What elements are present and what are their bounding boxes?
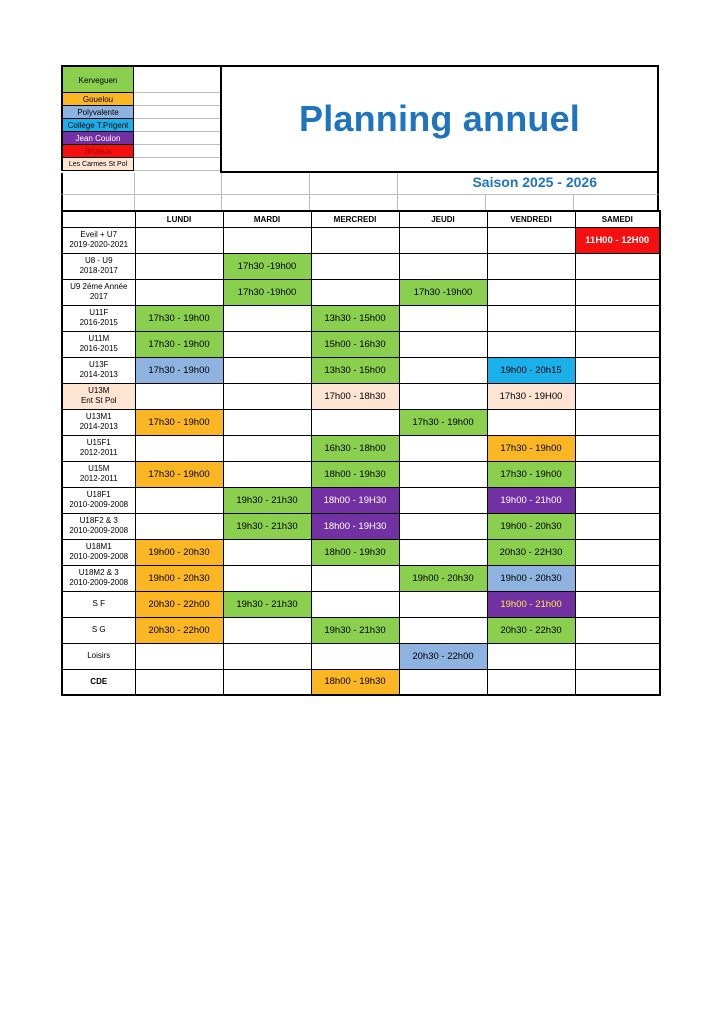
slot-cell <box>311 253 399 279</box>
day-header: LUNDI <box>135 211 223 227</box>
table-row <box>62 643 660 669</box>
slot-cell: 18h00 - 19H30 <box>311 513 399 539</box>
category-cell: U13M1 2014-2013 <box>62 409 135 435</box>
slot-cell <box>223 383 311 409</box>
slot-cell <box>311 409 399 435</box>
category-cell: U11F 2016-2015 <box>62 305 135 331</box>
slot-cell: 17h30 - 19h00 <box>487 461 575 487</box>
table-row <box>62 357 660 383</box>
table-row <box>62 435 660 461</box>
slot-cell <box>223 461 311 487</box>
slot-cell <box>223 435 311 461</box>
slot-cell: 20h30 - 22h00 <box>399 643 487 669</box>
table-row <box>62 331 660 357</box>
slot-cell: 15h00 - 16h30 <box>311 331 399 357</box>
slot-cell <box>311 227 399 253</box>
slot-cell: 19h00 - 20h30 <box>135 539 223 565</box>
slot-cell <box>399 487 487 513</box>
slot-cell <box>575 305 660 331</box>
slot-cell: 18h00 - 19H30 <box>311 487 399 513</box>
slot-cell: 19h00 - 20h30 <box>135 565 223 591</box>
slot-cell <box>223 669 311 695</box>
table-row <box>62 461 660 487</box>
slot-cell: 17h30 - 19h00 <box>487 435 575 461</box>
slot-cell <box>399 383 487 409</box>
slot-cell: 17h30 - 19h00 <box>135 305 223 331</box>
table-row <box>62 617 660 643</box>
slot-cell <box>135 643 223 669</box>
slot-cell: 20h30 - 22H30 <box>487 539 575 565</box>
category-cell: U8 - U9 2018-2017 <box>62 253 135 279</box>
category-cell: U15F1 2012-2011 <box>62 435 135 461</box>
category-cell: U13F 2014-2013 <box>62 357 135 383</box>
slot-cell: 13h30 - 15h00 <box>311 357 399 383</box>
slot-cell: 19h00 - 21h00 <box>487 487 575 513</box>
day-header-row <box>62 211 660 227</box>
slot-cell <box>223 617 311 643</box>
category-cell: CDE <box>62 669 135 695</box>
slot-cell <box>575 487 660 513</box>
slot-cell: 18h00 - 19h30 <box>311 669 399 695</box>
legend-item-jean-coulon: Jean Coulon <box>61 132 134 145</box>
slot-cell: 19h00 - 20h15 <box>487 357 575 383</box>
slot-cell <box>399 227 487 253</box>
slot-cell <box>575 331 660 357</box>
slot-cell <box>575 279 660 305</box>
table-row <box>62 279 660 305</box>
slot-cell <box>223 539 311 565</box>
category-cell: U18F2 & 3 2010-2009-2008 <box>62 513 135 539</box>
slot-cell <box>399 435 487 461</box>
slot-cell: 17h30 - 19h00 <box>135 409 223 435</box>
slot-cell: 17h30 - 19h00 <box>135 461 223 487</box>
category-cell: S G <box>62 617 135 643</box>
legend-item-college-prigent: Collège T.Prigent <box>61 119 134 132</box>
day-header: MERCREDI <box>311 211 399 227</box>
table-row <box>62 669 660 695</box>
slot-cell <box>487 643 575 669</box>
slot-cell <box>223 305 311 331</box>
category-cell: U15M 2012-2011 <box>62 461 135 487</box>
day-header: SAMEDI <box>575 211 660 227</box>
table-row <box>62 591 660 617</box>
legend-item-gouelou: Gouelou <box>61 93 134 106</box>
header-spacer <box>61 195 659 210</box>
slot-cell: 19h00 - 20h30 <box>487 513 575 539</box>
slot-cell <box>575 669 660 695</box>
slot-cell <box>399 357 487 383</box>
slot-cell <box>575 565 660 591</box>
day-header: JEUDI <box>399 211 487 227</box>
slot-cell <box>575 383 660 409</box>
table-row <box>62 487 660 513</box>
slot-cell: 17h30 - 19h00 <box>135 331 223 357</box>
slot-cell <box>575 253 660 279</box>
page-title: Planning annuel <box>298 98 580 139</box>
slot-cell <box>311 643 399 669</box>
table-row <box>62 305 660 331</box>
slot-cell: 11H00 - 12H00 <box>575 227 660 253</box>
category-cell: U11M 2016-2015 <box>62 331 135 357</box>
slot-cell: 16h30 - 18h00 <box>311 435 399 461</box>
slot-cell: 19h30 - 21h30 <box>223 513 311 539</box>
legend-item-kerveguen: Kerveguen <box>61 65 134 93</box>
slot-cell: 17h30 - 19h00 <box>399 409 487 435</box>
category-cell: U9 2éme Année 2017 <box>62 279 135 305</box>
slot-cell: 17h30 -19h00 <box>223 253 311 279</box>
slot-cell: 19h30 - 21h30 <box>311 617 399 643</box>
slot-cell: 17h30 -19h00 <box>223 279 311 305</box>
table-row <box>62 253 660 279</box>
title-box <box>220 65 659 173</box>
slot-cell: 17h30 -19h00 <box>399 279 487 305</box>
slot-cell <box>487 669 575 695</box>
corner-header <box>62 211 135 227</box>
category-cell: S F <box>62 591 135 617</box>
venue-legend <box>61 65 134 171</box>
category-cell: U18M2 & 3 2010-2009-2008 <box>62 565 135 591</box>
table-row <box>62 513 660 539</box>
sheet-header <box>61 65 659 195</box>
slot-cell <box>399 331 487 357</box>
slot-cell <box>487 409 575 435</box>
slot-cell: 17h30 - 19h00 <box>135 357 223 383</box>
slot-cell <box>487 253 575 279</box>
category-cell: U18M1 2010-2009-2008 <box>62 539 135 565</box>
slot-cell <box>135 383 223 409</box>
slot-cell: 13h30 - 15h00 <box>311 305 399 331</box>
slot-cell <box>135 279 223 305</box>
slot-cell <box>575 357 660 383</box>
slot-cell <box>575 539 660 565</box>
slot-cell: 19h00 - 21h00 <box>487 591 575 617</box>
slot-cell: 20h30 - 22h00 <box>135 591 223 617</box>
slot-cell <box>223 565 311 591</box>
slot-cell <box>575 617 660 643</box>
planning-sheet <box>61 65 659 696</box>
slot-cell <box>399 305 487 331</box>
table-row <box>62 409 660 435</box>
slot-cell: 20h30 - 22h00 <box>135 617 223 643</box>
slot-cell: 19h30 - 21h30 <box>223 591 311 617</box>
slot-cell <box>223 357 311 383</box>
season-row <box>61 173 659 195</box>
table-row <box>62 565 660 591</box>
slot-cell: 19h30 - 21h30 <box>223 487 311 513</box>
slot-cell <box>223 409 311 435</box>
slot-cell <box>135 253 223 279</box>
slot-cell <box>399 461 487 487</box>
slot-cell <box>575 643 660 669</box>
slot-cell <box>135 669 223 695</box>
slot-cell <box>575 409 660 435</box>
slot-cell <box>399 591 487 617</box>
slot-cell <box>487 227 575 253</box>
slot-cell <box>223 643 311 669</box>
slot-cell <box>399 513 487 539</box>
slot-cell: 19h00 - 20h30 <box>399 565 487 591</box>
slot-cell <box>487 331 575 357</box>
slot-cell <box>575 435 660 461</box>
season-label: Saison 2025 - 2026 <box>472 174 597 190</box>
legend-item-polyvalente: Polyvalente <box>61 106 134 119</box>
slot-cell: 18h00 - 19h30 <box>311 461 399 487</box>
slot-cell <box>135 487 223 513</box>
slot-cell <box>135 227 223 253</box>
category-cell: Eveil + U7 2019-2020-2021 <box>62 227 135 253</box>
table-row <box>62 227 660 253</box>
slot-cell <box>399 617 487 643</box>
slot-cell <box>575 461 660 487</box>
slot-cell <box>223 227 311 253</box>
slot-cell <box>135 513 223 539</box>
slot-cell <box>311 279 399 305</box>
slot-cell: 19h00 - 20h30 <box>487 565 575 591</box>
header-grid-filler <box>134 65 220 171</box>
slot-cell <box>311 565 399 591</box>
slot-cell <box>575 591 660 617</box>
schedule-table <box>61 210 661 696</box>
slot-cell: 17h30 - 19H00 <box>487 383 575 409</box>
day-header: VENDREDI <box>487 211 575 227</box>
slot-cell <box>223 331 311 357</box>
slot-cell <box>399 253 487 279</box>
category-cell: U13M Ent St Pol <box>62 383 135 409</box>
slot-cell <box>487 279 575 305</box>
slot-cell: 17h00 - 18h30 <box>311 383 399 409</box>
category-cell: U18F1 2010-2009-2008 <box>62 487 135 513</box>
table-row <box>62 383 660 409</box>
slot-cell <box>399 539 487 565</box>
day-header: MARDI <box>223 211 311 227</box>
table-row <box>62 539 660 565</box>
slot-cell <box>487 305 575 331</box>
slot-cell: 20h30 - 22h30 <box>487 617 575 643</box>
slot-cell <box>135 435 223 461</box>
category-cell: Loisirs <box>62 643 135 669</box>
legend-item-brizeux: Brizeux <box>61 145 134 158</box>
slot-cell <box>575 513 660 539</box>
slot-cell: 18h00 - 19h30 <box>311 539 399 565</box>
legend-item-les-carmes: Les Carmes St Pol <box>61 158 134 171</box>
slot-cell <box>399 669 487 695</box>
slot-cell <box>311 591 399 617</box>
